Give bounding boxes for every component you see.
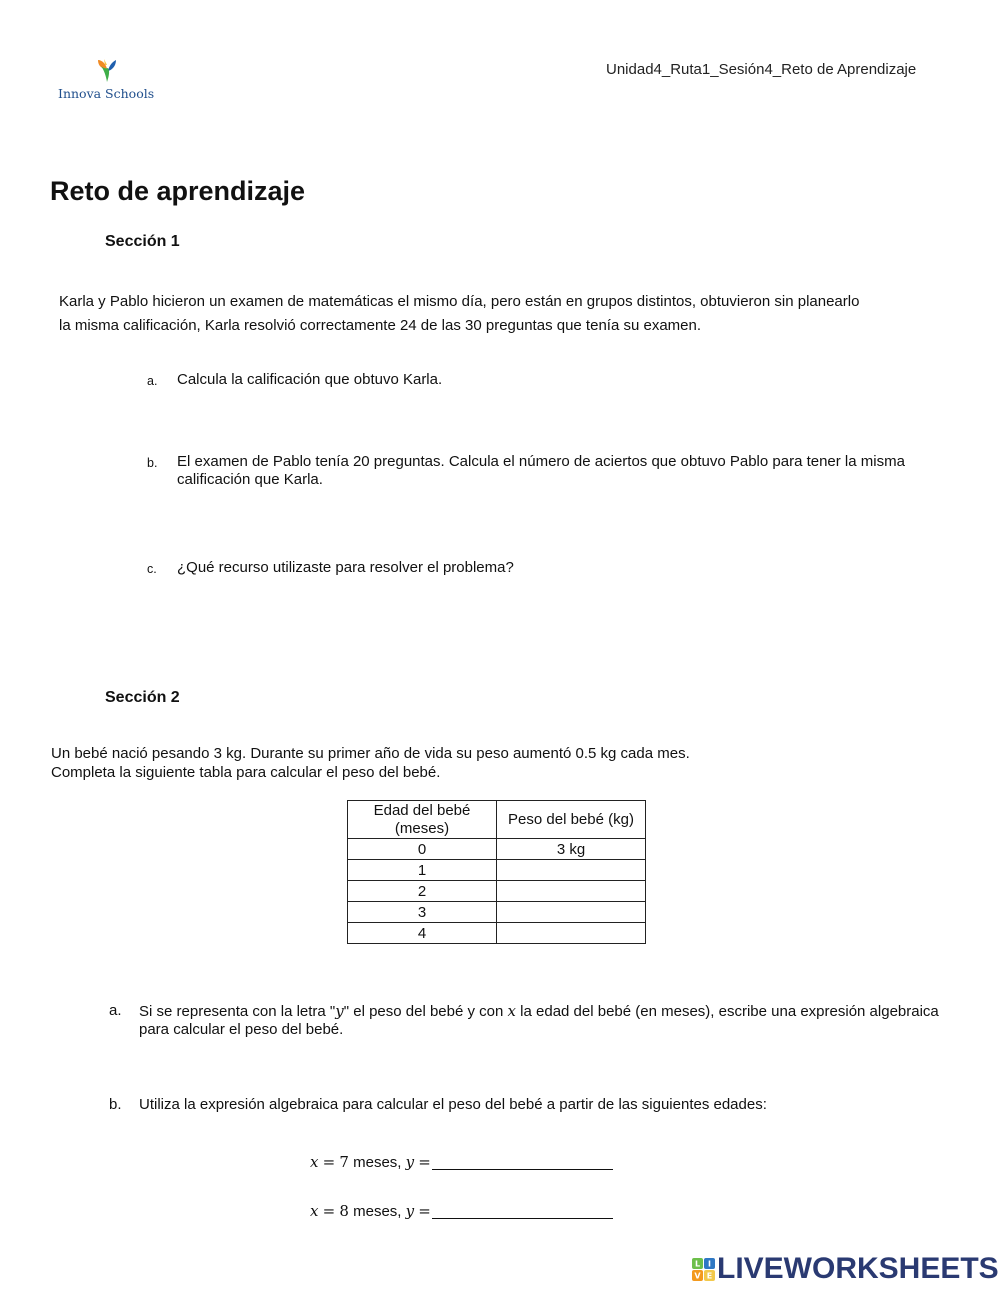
page-title: Reto de aprendizaje <box>50 176 306 206</box>
weight-input-cell[interactable] <box>497 923 646 944</box>
question-label: c. <box>147 562 157 576</box>
age-cell: 4 <box>348 923 497 944</box>
header-weight: Peso del bebé (kg) <box>497 801 646 839</box>
innova-leaf-icon <box>92 56 122 86</box>
innova-schools-logo <box>56 56 166 106</box>
text-part: Si se representa con la letra " <box>139 1003 336 1020</box>
age-value: 8 <box>339 1202 349 1220</box>
header-age: Edad del bebé (meses) <box>348 801 497 839</box>
icon-letter: I <box>708 1259 711 1269</box>
intro-line: la misma calificación, Karla resolvió correctamente 24 de las 30 preguntas que tenía su examen. <box>59 317 702 334</box>
math-variable-x: x <box>310 1202 319 1220</box>
equals-sign: = <box>418 1153 431 1171</box>
exercise-label: b. <box>109 1096 122 1113</box>
age-value: 7 <box>339 1153 349 1171</box>
weight-input-cell[interactable] <box>497 881 646 902</box>
math-variable-x: x <box>507 1002 516 1020</box>
equals-sign: = <box>322 1202 336 1220</box>
question-label: a. <box>147 374 158 388</box>
weight-input-cell[interactable] <box>497 902 646 923</box>
weight-cell: 3 kg <box>497 839 646 860</box>
weight-input-cell[interactable] <box>497 860 646 881</box>
exercise-text: Utiliza la expresión algebraica para calcular el peso del bebé a partir de las siguientes edades: <box>139 1096 767 1113</box>
math-variable-y: y <box>405 1153 415 1171</box>
question-label: b. <box>147 456 158 470</box>
equation-row <box>310 1202 613 1220</box>
logo-text: Innova Schools <box>58 86 155 101</box>
equation-row <box>310 1153 613 1171</box>
intro-line: Completa la siguiente tabla para calcular el peso del bebé. <box>51 764 441 781</box>
intro-line: Un bebé nació pesando 3 kg. Durante su primer año de vida su peso aumentó 0.5 kg cada mes. <box>51 745 690 762</box>
age-cell: 2 <box>348 881 497 902</box>
section-2-heading: Sección 2 <box>105 689 180 706</box>
exercise-label: a. <box>109 1002 122 1019</box>
unit-label: meses, <box>353 1154 402 1171</box>
age-cell: 0 <box>348 839 497 860</box>
answer-blank[interactable] <box>432 1153 613 1170</box>
table-row <box>348 881 646 902</box>
table-header-row <box>348 801 646 839</box>
weight-table <box>347 800 646 944</box>
age-cell: 3 <box>348 902 497 923</box>
icon-letter: E <box>706 1271 713 1281</box>
text-part: " el peso del bebé y con <box>343 1003 508 1020</box>
math-variable-y: y <box>405 1202 415 1220</box>
table-row <box>348 839 646 860</box>
unit-label: meses, <box>353 1203 402 1220</box>
age-cell: 1 <box>348 860 497 881</box>
table-row <box>348 923 646 944</box>
equals-sign: = <box>322 1153 336 1171</box>
text-part: la edad del bebé (en meses), escribe una expresión algebraica para calcular el peso del bebé. <box>139 1003 939 1038</box>
equals-sign: = <box>418 1202 431 1220</box>
math-variable-y: y <box>335 1002 344 1020</box>
question-text: Calcula la calificación que obtuvo Karla. <box>177 371 443 388</box>
intro-line: Karla y Pablo hicieron un examen de matemáticas el mismo día, pero están en grupos distintos, obtuvieron sin planearlo <box>59 293 860 310</box>
table-row <box>348 902 646 923</box>
section-1-intro <box>59 290 949 338</box>
answer-blank[interactable] <box>432 1202 613 1219</box>
brand-text: LIVEWORKSHEETS <box>717 1252 999 1285</box>
icon-letter: L <box>694 1259 701 1269</box>
exercise-text <box>139 1002 939 1039</box>
document-code: Unidad4_Ruta1_Sesión4_Reto de Aprendizaje <box>606 61 917 78</box>
question-text: El examen de Pablo tenía 20 preguntas. Calcula el número de aciertos que obtuvo Pablo para tener la misma calificación que Karla. <box>177 453 905 488</box>
math-variable-x: x <box>310 1153 319 1171</box>
question-text: ¿Qué recurso utilizaste para resolver el problema? <box>177 559 514 576</box>
section-2-intro <box>51 744 951 782</box>
liveworksheets-logo-icon <box>692 1258 716 1282</box>
section-1-heading: Sección 1 <box>105 233 180 250</box>
icon-letter: V <box>694 1271 701 1281</box>
table-row <box>348 860 646 881</box>
